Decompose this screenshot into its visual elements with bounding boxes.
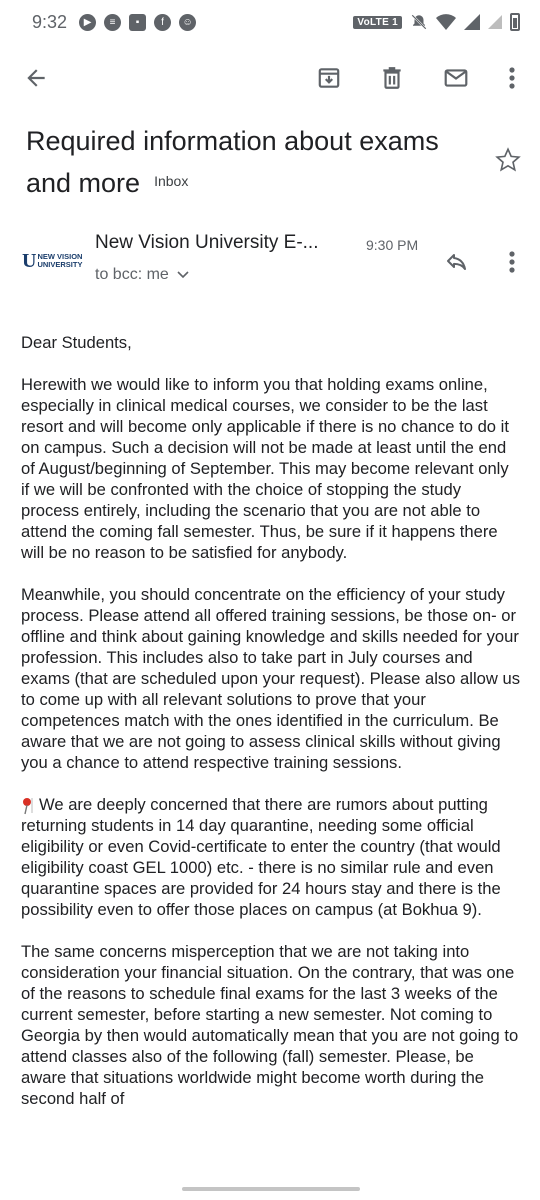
more-options-button[interactable]: [492, 58, 532, 98]
signal-weak-icon: [488, 14, 502, 30]
reply-button[interactable]: [436, 242, 476, 282]
arrow-back-icon: [23, 65, 49, 91]
mute-icon: [410, 13, 428, 31]
message-icon: ≡: [104, 14, 121, 31]
more-vert-icon: [508, 66, 516, 90]
signal-icon: [464, 14, 480, 30]
delete-icon: [379, 65, 405, 91]
chevron-down-icon: [177, 271, 189, 279]
archive-button[interactable]: [309, 58, 349, 98]
volte-badge: VoLTE 1: [353, 16, 402, 29]
message-more-button[interactable]: [492, 242, 532, 282]
body-paragraph: Dear Students,: [21, 333, 132, 352]
sender-avatar-logo[interactable]: [22, 250, 83, 272]
logo-mark: U: [22, 250, 37, 272]
app-notification-icon: ▪: [129, 14, 146, 31]
subject-text: Required information about exams and more: [26, 126, 439, 198]
email-body: [21, 332, 521, 1130]
more-vert-icon: [508, 250, 516, 274]
wifi-icon: [436, 14, 456, 30]
reply-icon: [443, 250, 469, 274]
recipient-text: to bcc: me: [95, 266, 169, 283]
home-indicator[interactable]: [182, 1187, 360, 1191]
recipient-details-toggle[interactable]: [95, 266, 189, 284]
status-time: 9:32: [32, 11, 68, 32]
pushpin-icon: [21, 797, 35, 815]
battery-icon: [510, 13, 520, 31]
facebook-icon: f: [154, 14, 171, 31]
play-icon: ▶: [79, 14, 96, 31]
body-paragraph-text: We are deeply concerned that there are rumors about putting returning students in 14 day quarantine, needing some official eligibility or even Covid-certificate to enter the country (that would eligibility coast GEL 1000) etc. - there is no similar rule and even quarantine spaces are provided for 24 hours stay and there is the possibility even to offer those places on campus (at Bokhua 9).: [21, 795, 501, 919]
body-paragraph: Herewith we would like to inform you that holding exams online, especially in clinical medical courses, we consider to be the last resort and will become only applicable if there is no chance to do it on campus. Such a decision will not be made at least until the end of August/beginning of September. This may become relevant only if we will be confronted with the choice of stopping the study process entirely, including the scenario that you are not able to attend the coming fall semester. Thus, be sure if it happens there will be no reason to be satisfied for anybody.: [21, 375, 509, 562]
back-button[interactable]: [16, 58, 56, 98]
snapchat-icon: ☺: [179, 14, 196, 31]
body-paragraph: Meanwhile, you should concentrate on the efficiency of your study process. Please attend all offered training sessions, be those on- or offline and think about gaining knowledge and skills needed for your profession. This includes also to take part in July courses and exams (that are scheduled upon your request). Please also allow us to come up with all relevant solutions to prove that your competences match with the ones identified in the curriculum. Be aware that we are not going to assess clinical skills without giving you a chance to attend respective training sessions.: [21, 585, 521, 772]
archive-icon: [316, 65, 342, 91]
email-subject: [26, 120, 486, 206]
mail-icon: [442, 65, 470, 91]
body-paragraph: The same concerns misperception that we are not taking into consideration your financial situation. On the contrary, that was one of the reasons to schedule final exams for the last 3 weeks of the current semester, before starting a new semester. Not coming to Georgia by then would automatically mean that you are not going to attend classes also of the following (fall) semester. Please, be aware that situations worldwide might become worth during the second half of: [21, 942, 519, 1108]
inbox-label[interactable]: Inbox: [154, 172, 189, 189]
toolbar: [0, 52, 540, 104]
sender-name[interactable]: New Vision University E-...: [95, 232, 319, 253]
logo-text: NEW VISION UNIVERSITY: [37, 252, 83, 269]
star-icon: [494, 146, 522, 174]
mark-unread-button[interactable]: [436, 58, 476, 98]
body-paragraph-pinned: [21, 794, 521, 920]
delete-button[interactable]: [372, 58, 412, 98]
status-right: [353, 13, 520, 31]
star-button[interactable]: [494, 146, 524, 176]
email-time: 9:30 PM: [366, 237, 419, 253]
status-bar: [0, 0, 540, 44]
notification-icons: [79, 14, 196, 31]
